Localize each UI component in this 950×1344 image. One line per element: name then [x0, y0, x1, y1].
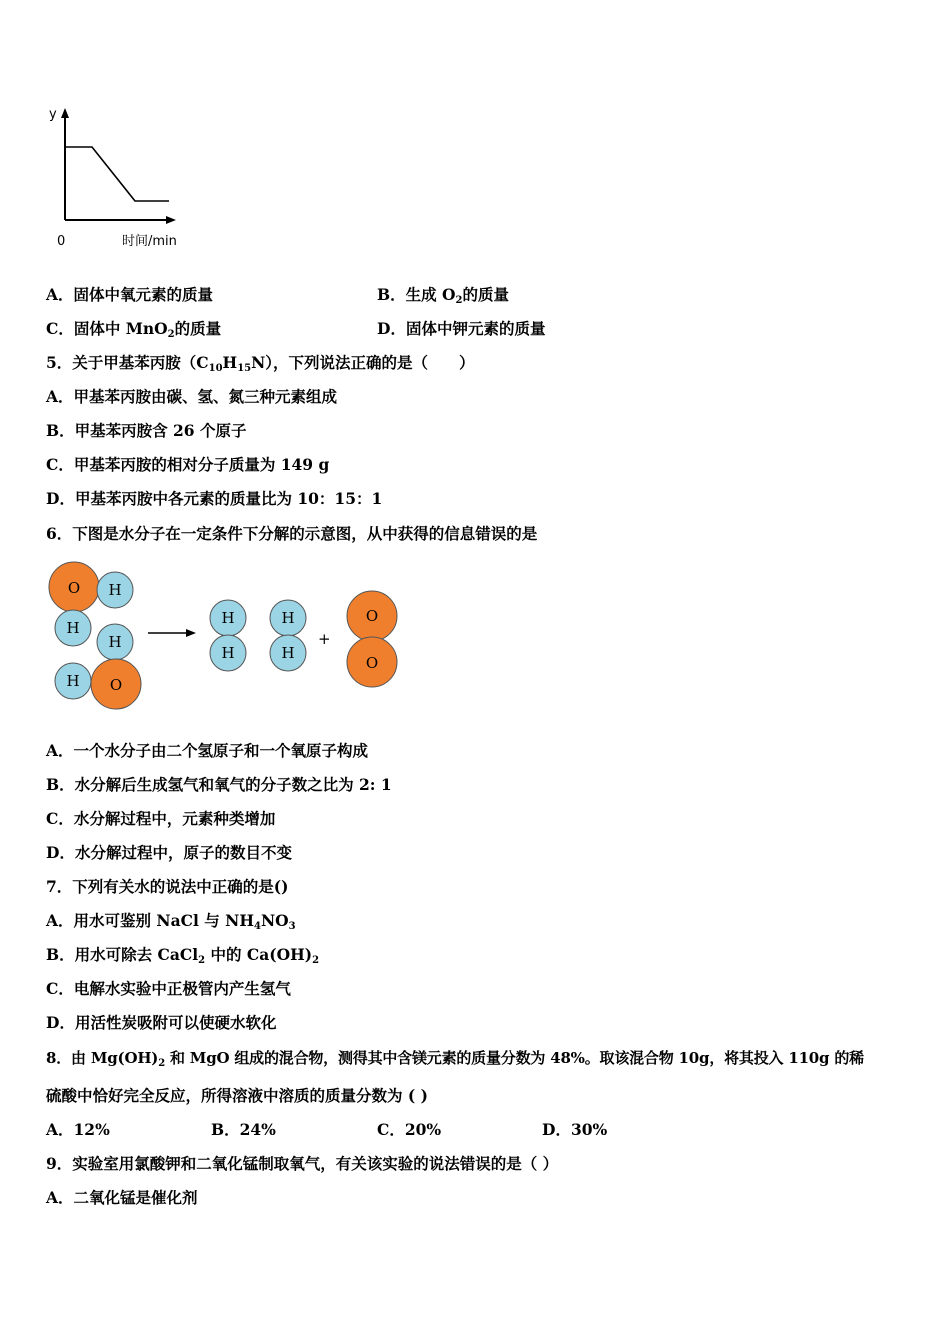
q6-option-b: B．水分解后生成氢气和氧气的分子数之比为 2: 1 [46, 775, 392, 794]
q7-option-c: C．电解水实验中正极管内产生氢气 [46, 979, 291, 998]
q5-option-c: C．甲基苯丙胺的相对分子质量为 149 g [46, 455, 330, 474]
x-axis-arrow [166, 216, 176, 224]
q9-stem: 9．实验室用氯酸钾和二氧化锰制取氧气，有关该实验的说法错误的是（ ） [46, 1154, 559, 1173]
q8-stem-line2: 硫酸中恰好完全反应，所得溶液中溶质的质量分数为 ( ) [46, 1086, 428, 1105]
atom-label-h: H [221, 644, 235, 662]
origin-label: 0 [57, 234, 66, 249]
q7-option-b: B．用水可除去 CaCl$_2$ 中的 $Ca(OH)_2$ [46, 945, 320, 966]
q8-option-c: C．20% [377, 1120, 442, 1139]
q6-stem: 6．下图是水分子在一定条件下分解的示意图，从中获得的信息错误的是 [46, 524, 538, 543]
q8-option-d: D．30% [542, 1120, 608, 1139]
q7-stem: 7．下列有关水的说法中正确的是() [46, 877, 289, 896]
reaction-arrow-head [186, 629, 196, 637]
water-decomposition-diagram [40, 558, 410, 718]
q8-option-b: B．24% [211, 1120, 276, 1139]
atom-label-h: H [221, 609, 235, 627]
q9-option-a: A．二氧化锰是催化剂 [46, 1188, 198, 1207]
y-axis-label: y [49, 107, 57, 122]
atom-label-h: H [108, 581, 122, 599]
q5-option-d: D．甲基苯丙胺中各元素的质量比为 10：15：1 [46, 489, 383, 508]
atom-label-h: H [108, 633, 122, 651]
q5-stem: 5．关于甲基苯丙胺$(C_{10}H_{15}N)$，下列说法正确的是（ ） [46, 353, 475, 374]
line-graph [40, 100, 200, 255]
q6-option-d: D．水分解过程中，原子的数目不变 [46, 843, 292, 862]
atom-label-h: H [66, 619, 80, 637]
plus-sign: + [318, 630, 331, 648]
atom-label-o: O [67, 579, 81, 597]
q4-option-c: C．固体中 MnO$_2$的质量 [46, 319, 222, 340]
q6-option-a: A．一个水分子由二个氢原子和一个氧原子构成 [46, 741, 369, 760]
atom-label-h: H [281, 644, 295, 662]
q4-option-d: D．固体中钾元素的质量 [377, 319, 546, 338]
q5-option-b: B．甲基苯丙胺含 26 个原子 [46, 421, 247, 440]
q4-option-a: A．固体中氧元素的质量 [46, 285, 214, 304]
q5-option-a: A．甲基苯丙胺由碳、氢、氮三种元素组成 [46, 387, 338, 406]
atom-label-o: O [365, 654, 379, 672]
q6-option-c: C．水分解过程中，元素种类增加 [46, 809, 276, 828]
q7-option-d: D．用活性炭吸附可以使硬水软化 [46, 1013, 277, 1032]
q4-option-b: B．生成 $O_2$的质量 [377, 285, 509, 306]
x-axis-label: 时间/min [122, 234, 177, 249]
y-axis-arrow [61, 108, 69, 118]
atom-label-o: O [365, 607, 379, 625]
q8-stem-line1: 8．由 $Mg(OH)_2$ 和 MgO 组成的混合物，测得其中含镁元素的质量分数为 48%。取该混合物 10g，将其投入 110g 的稀 [46, 1049, 864, 1069]
atom-label-h: H [281, 609, 295, 627]
atom-label-o: O [109, 676, 123, 694]
data-line [65, 147, 169, 201]
q7-option-a: A．用水可鉴别 NaCl 与 $NH_4NO_3$ [46, 911, 296, 932]
atom-label-h: H [66, 672, 80, 690]
q8-option-a: A．12% [46, 1120, 110, 1139]
